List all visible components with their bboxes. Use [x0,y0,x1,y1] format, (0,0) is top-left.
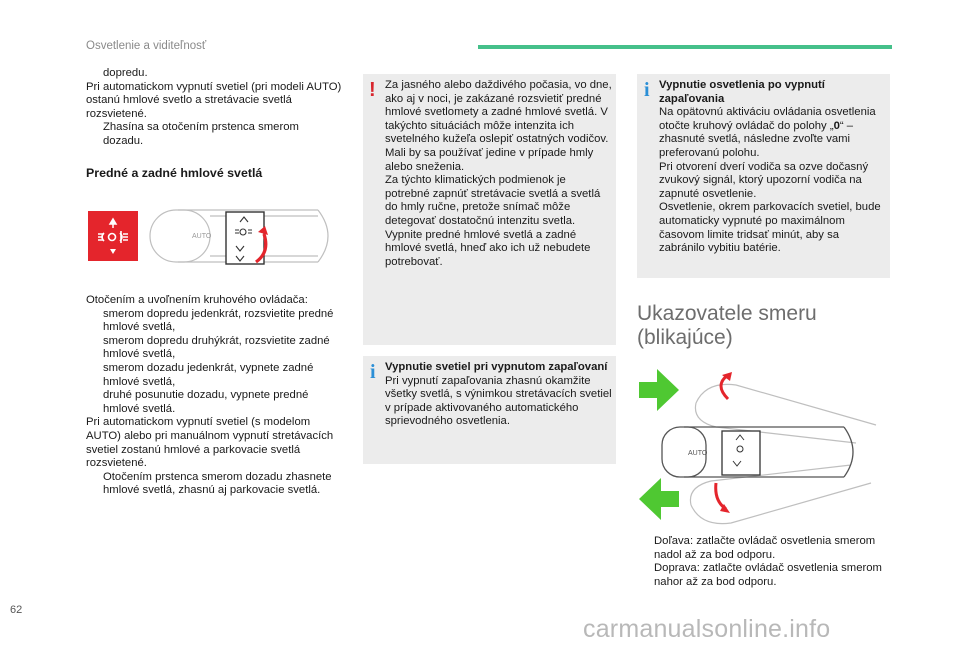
info-box-content [385,361,612,429]
info-box-title: Vypnutie svetiel pri vypnutom zapaľovaní [385,361,608,373]
left-arrow-icon [639,478,679,520]
indicators-title-line: Ukazovatele smeru [637,302,817,325]
warning-text: Za jasného alebo daždivého počasia, vo dne, ako aj v noci, je zakázané rozsvietiť predné hmlové svetlomety a zadné hmlové svetlá. V takýchto situáciách môže intenzita ich svetelného kužeľa oslepiť ostatných vodičov. Mali by sa používať jedine v prípade hmly alebo sneženia. Za týchto klimatických podmienok je potrebné zapnúť stretávacie svetlá a svetlá do hmly ručne, pretože snímač môže detegovať dostatočnú intenzitu svetla. Vypnite predné hmlové svetlá a zadné hmlové svetlá, hneď ako ich už nebudete potrebovať. [385,79,612,268]
bullet-text: druhé posunutie dozadu, vypnete predné hmlové svetlá. [103,389,309,415]
bullet-text: Doprava: zatlačte ovládač osvetlenia smerom nahor až za bod odporu. [654,562,882,588]
light-switch-illustration [148,200,343,290]
info-text-part: “ – zhasnuté svetlá, následne zvoľte vami preferovanú polohu. Pri otvorení dverí vodiča sa ozve dočasný zvukový signál, ktorý upozorní vodiča na zapnuté osvetlenie. Osvetlenie, okrem parkovacích svetiel, bude automaticky vypnuté po maximálnom časovom limite tridsať minút, aby sa zabránilo vybitiu batérie. [659,119,881,255]
warning-box [363,74,616,345]
bullet-item [86,362,344,389]
bullet-item [637,562,893,589]
text-line: Pri automatickom vypnutí svetiel (pri modeli AUTO) ostanú hmlové svetlo a stretávacie svetlá rozsvietené. [86,80,342,120]
bullet-item [86,389,344,416]
warning-icon: ! [369,79,376,101]
switch-auto-label: AUTO [192,233,212,240]
info-text-part: Na opätovnú aktiváciu ovládania osvetlenia otočte kruhový ovládač do polohy „ [659,106,876,132]
watermark: carmanualsonline.info [583,615,831,643]
indicators-list [637,535,893,589]
bullet-text: smerom dopredu druhýkrát, rozsvietite zadné hmlové svetlá, [103,334,330,361]
info-box-lighting-off [637,74,890,278]
bullet-item [637,535,893,562]
info-icon: i [370,361,376,383]
bullet-text: smerom dopredu jedenkrát, rozsvietite predné hmlové svetlá, [103,307,334,334]
info-icon: i [644,79,650,101]
section-title: Osvetlenie a viditeľnosť [86,40,207,52]
bullet-item [86,471,344,498]
bullet-text: Doľava: zatlačte ovládač osvetlenia smerom nadol až za bod odporu. [654,535,876,561]
switch-auto-label: AUTO [688,450,708,457]
right-arrow-icon [639,369,679,411]
info-box-ignition-off [363,356,616,464]
col1-top-paragraph [86,67,342,149]
bullet-item [86,335,344,362]
col1-body [86,294,344,498]
fog-light-warning-icon [88,211,138,261]
fog-lights-heading: Predné a zadné hmlové svetlá [86,166,263,180]
bullet-item [86,308,344,335]
info-box-content [659,79,887,256]
section-title-bar [478,45,892,49]
page-number: 62 [10,604,23,616]
info-box-text: Pri vypnutí zapaľovania zhasnú okamžite všetky svetlá, s výnimkou stretávacích svetiel v prípade aktivovaného automatického sprievodného osvetlenia. [385,374,612,428]
indicator-stalk-illustration [636,365,892,525]
info-zero-position: 0 [833,119,840,132]
info-box-text [659,106,887,256]
bullet-text: smerom dozadu jedenkrát, vypnete zadné hmlové svetlá, [103,361,314,388]
bullet-item [86,121,342,148]
info-box-title: Vypnutie osvetlenia po vypnutí zapaľovania [659,79,825,105]
text-line: dopredu. [103,67,148,79]
text-line: Pri automatickom vypnutí svetiel (s modelom AUTO) alebo pri manuálnom vypnutí stretávacích svetiel zostanú hmlové a parkovacie svetlá rozsvietené. [86,416,334,470]
text-line: Otočením a uvoľnením kruhového ovládača: [86,294,308,306]
indicators-title [637,302,817,350]
bullet-text: Zhasína sa otočením prstenca smerom dozadu. [103,121,299,147]
indicators-title-line: (blikajúce) [637,326,733,349]
bullet-text: Otočením prstenca smerom dozadu zhasnete hmlové svetlá, zhasnú aj parkovacie svetlá. [103,470,332,497]
